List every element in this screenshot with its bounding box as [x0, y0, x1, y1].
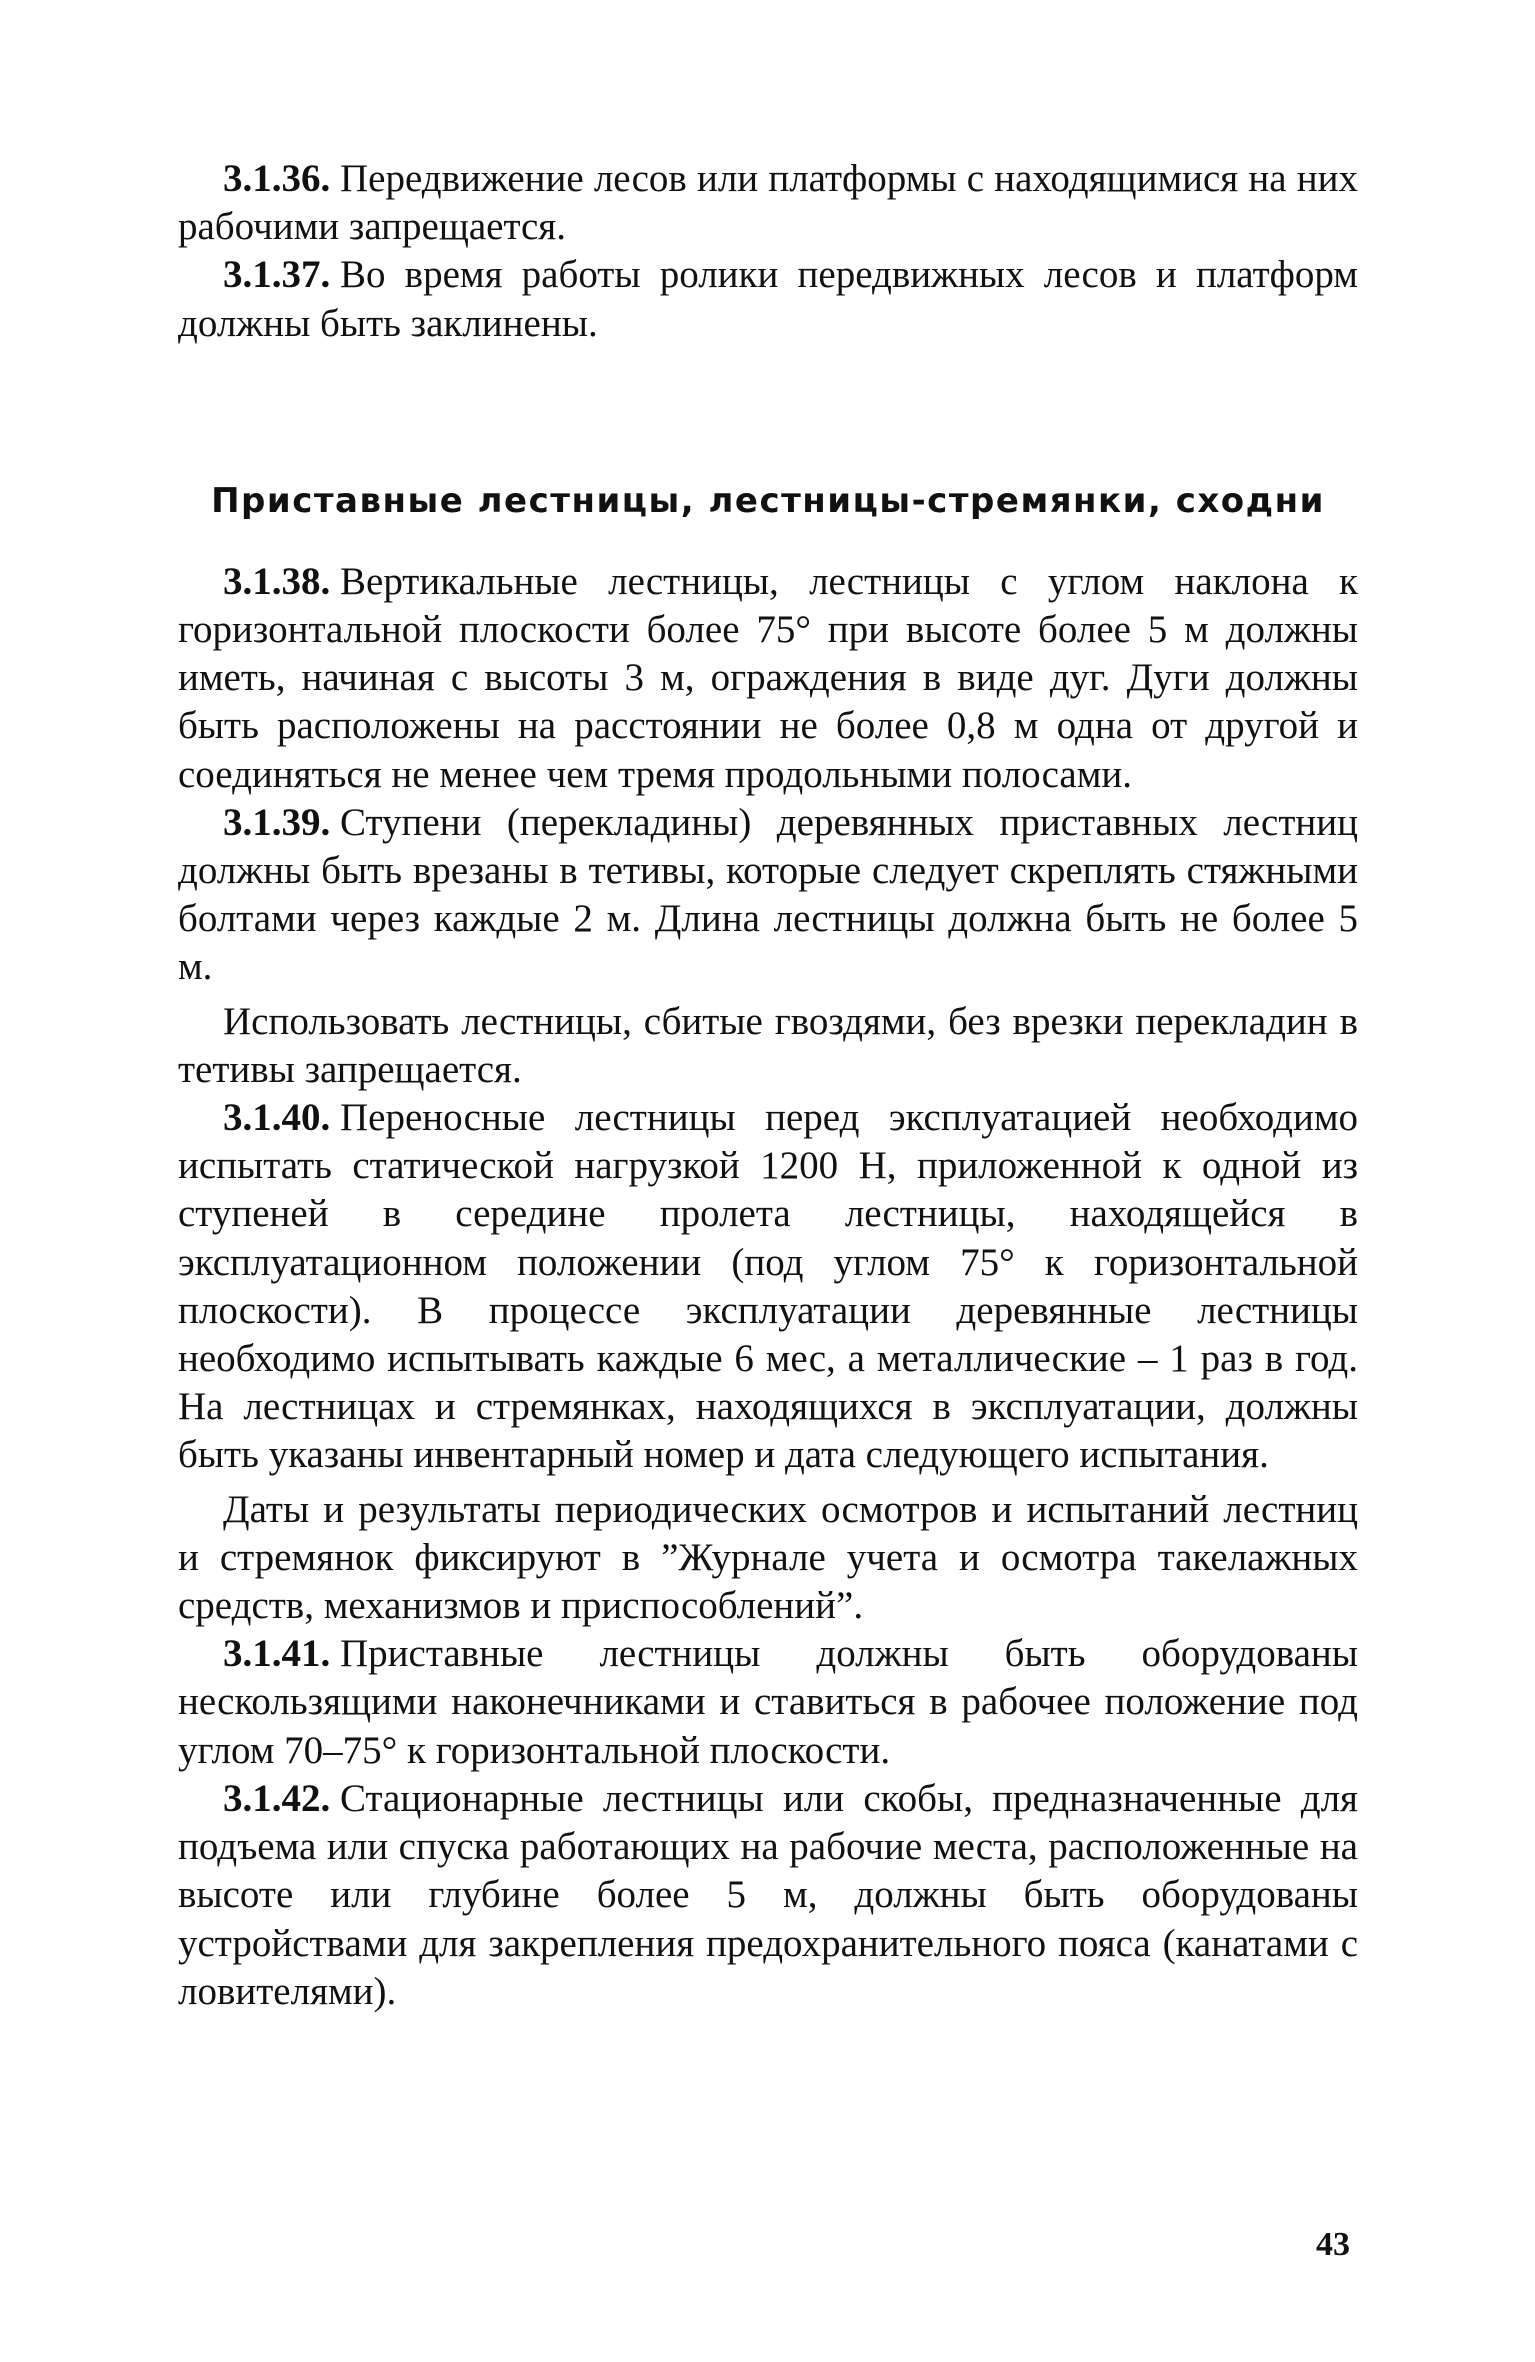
- clause-number: 3.1.38.: [223, 559, 331, 603]
- clause-text: Вертикальные лестницы, лестницы с углом наклона к горизонтальной плоскости более 75° при высоте более 5 м должны иметь, начиная с высоты 3 м, ограждения в виде дуг. Дуги должны быть расположены на расстоянии не более 0,8 м одна от другой и соединяться не менее чем тремя продольными полосами.: [178, 559, 1358, 796]
- clause-text: Ступени (перекладины) деревянных приставных лестниц должны быть врезаны в тетивы, которые следует скреплять стяжными болтами через каждые 2 м. Длина лестницы должна быть не более 5 м.: [178, 800, 1358, 989]
- paragraph-3-1-40: [178, 1094, 1358, 1480]
- section-heading: Приставные лестницы, лестницы-стремянки, сходни: [211, 480, 1325, 521]
- text-column: [178, 155, 1358, 2016]
- clause-text: Во время работы ролики передвижных лесов и платформ должны быть заклинены.: [178, 253, 1358, 345]
- clause-text: Приставные лестницы должны быть оборудованы нескользящими наконечниками и ставиться в рабочее положение под углом 70–75° к горизонтальной плоскости.: [178, 1632, 1358, 1772]
- clause-number: 3.1.41.: [223, 1632, 331, 1676]
- clause-number: 3.1.37.: [223, 253, 331, 297]
- paragraph-3-1-41: [178, 1630, 1358, 1775]
- clause-text: Даты и результаты периодических осмотров и испытаний лестниц и стремянок фиксируют в ”Журнале учета и осмотра такелажных средств, механизмов и приспособлений”.: [178, 1487, 1358, 1628]
- page-number: 43: [1316, 2226, 1350, 2263]
- paragraph-3-1-42: [178, 1775, 1358, 2016]
- clause-number: 3.1.42.: [223, 1776, 331, 1820]
- clause-number: 3.1.39.: [223, 800, 331, 844]
- clause-text: Переносные лестницы перед эксплуатацией необходимо испытать статической нагрузкой 1200 Н, приложенной к одной из ступеней в середине пролета лестницы, находящейся в эксплуатационном положении (под углом 75° к горизонтальной плоскости). В процессе эксплуатации деревянные лестницы необходимо испытывать каждые 6 мес, а металлические – 1 раз в год. На лестницах и стремянках, находящихся в эксплуатации, должны быть указаны инвентарный номер и дата следующего испытания.: [178, 1096, 1358, 1477]
- clause-number: 3.1.40.: [223, 1096, 331, 1140]
- clause-number: 3.1.36.: [223, 157, 331, 200]
- clause-text: Использовать лестницы, сбитые гвоздями, без врезки перекладин в тетивы запрещается.: [178, 999, 1358, 1091]
- paragraph-3-1-37: [178, 251, 1358, 347]
- paragraph-3-1-38: [178, 558, 1358, 799]
- clause-text: Стационарные лестницы или скобы, предназначенные для подъема или спуска работающих на рабочие места, расположенные на высоте или глубине более 5 м, должны быть оборудованы устройствами для закрепления предохранительного пояса (канатами с ловителями).: [178, 1776, 1358, 2013]
- paragraph-3-1-40-continued: [178, 1486, 1358, 1631]
- paragraph-3-1-36: [178, 155, 1358, 251]
- clause-text: Передвижение лесов или платформы с находящимися на них рабочими запрещается.: [178, 157, 1358, 249]
- paragraph-3-1-39-continued: [178, 998, 1358, 1094]
- paragraph-3-1-39: [178, 799, 1358, 992]
